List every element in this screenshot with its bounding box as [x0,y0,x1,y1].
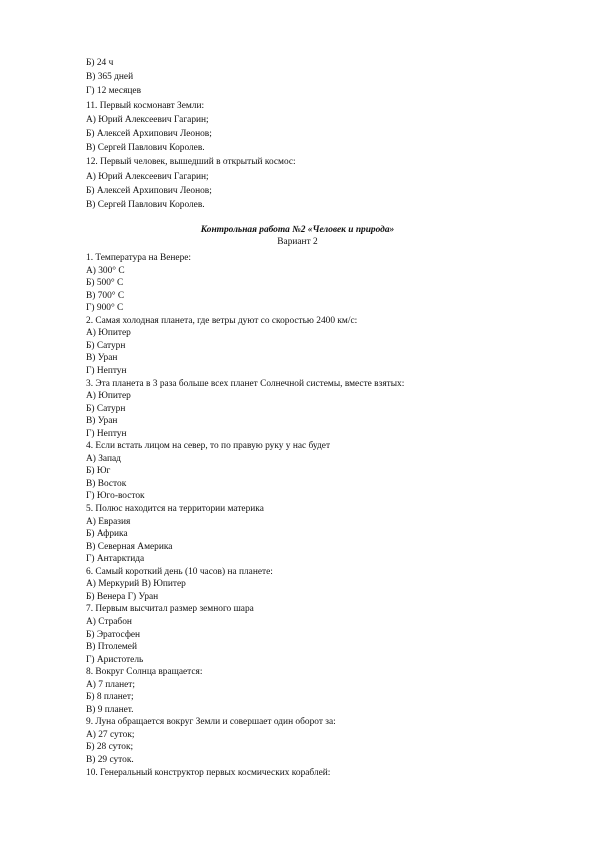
text-line: В) Уран [86,353,118,364]
text-line: Г) Нептун [86,428,127,439]
text-line: А) Юпитер [86,391,131,402]
text-line: А) Запад [86,453,121,464]
text-line: А) Меркурий В) Юпитер [86,579,186,590]
text-line: Г) 900° С [86,303,124,314]
text-line: В) Птолемей [86,642,137,653]
text-line: В) Уран [86,416,118,427]
text-line: Б) Венера Г) Уран [86,591,159,602]
text-line: Б) 28 суток; [86,742,134,753]
text-line: В) Сергей Павлович Королев. [86,200,205,210]
text-line: Б) 24 ч [86,58,114,68]
text-line: 9. Луна обращается вокруг Земли и совершает один оборот за: [86,717,336,728]
text-line: Б) 8 планет; [86,692,134,703]
text-line: Б) Алексей Архипович Леонов; [86,185,212,196]
text-line: Б) 500° С [86,278,124,289]
text-line: А) 7 планет; [86,679,136,690]
text-line: 5. Полюс находится на территории материка [86,504,264,514]
text-line: Б) Юг [86,466,111,477]
text-line: Б) Африка [86,529,128,540]
text-line: 10. Генеральный конструктор первых космических кораблей: [86,767,331,778]
text-line: А) Юрий Алексеевич Гагарин; [86,114,209,125]
text-line: А) Страбон [86,616,132,627]
text-line: В) Сергей Павлович Королев. [86,143,205,154]
text-line: 2. Самая холодная планета, где ветры дуют со скоростью 2400 км/с: [86,315,358,326]
test-title: Контрольная работа №2 «Человек и природа» [200,225,395,235]
text-line: Г) 12 месяцев [86,86,142,97]
text-line: В) 365 дней [86,72,134,83]
text-line: А) Юрий Алексеевич Гагарин; [86,171,209,182]
text-line: А) 27 суток; [86,729,135,740]
text-line: Г) Антарктида [86,554,145,565]
text-line: 8. Вокруг Солнца вращается: [86,667,203,678]
text-line: В) 9 планет. [86,704,134,715]
text-line: А) 300° С [86,265,125,276]
text-line: В) 29 суток. [86,755,134,765]
text-line: А) Юпитер [86,328,131,339]
text-line: 1. Температура на Венере: [86,253,192,263]
text-line: 7. Первым высчитал размер земного шара [86,604,254,615]
text-line: Б) Алексей Архипович Леонов; [86,129,212,139]
text-line: Б) Сатурн [86,403,126,414]
text-line: А) Евразия [86,516,131,527]
text-line: Г) Юго-восток [86,491,145,502]
text-line: 6. Самый короткий день (10 часов) на планете: [86,566,273,577]
text-line: Г) Аристотель [86,654,144,665]
text-line: 3. Эта планета в 3 раза больше всех планет Солнечной системы, вместе взятых: [86,378,405,389]
variant-label: Вариант 2 [277,237,318,247]
text-line: В) 700° С [86,290,125,301]
text-line: В) Северная Америка [86,541,173,552]
text-line: Б) Эратосфен [86,629,141,640]
text-line: 11. Первый космонавт Земли: [86,100,205,111]
text-line: 12. Первый человек, вышедший в открытый космос: [86,157,296,168]
text-line: 4. Если встать лицом на север, то по правую руку у нас будет [86,441,331,452]
text-line: Г) Нептун [86,365,127,376]
text-line: Б) Сатурн [86,340,126,351]
text-line: В) Восток [86,478,127,489]
